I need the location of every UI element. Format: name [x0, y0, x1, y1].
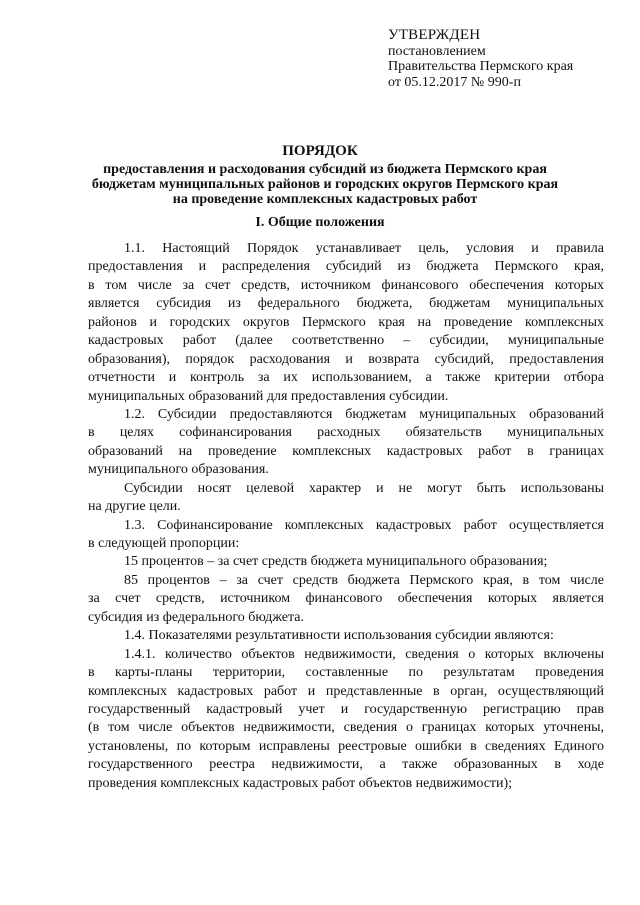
- body-line: муниципальных образований для предоставления субсидии.: [88, 388, 449, 404]
- body-line: в карты-планы территории, составленные по результатам проведения: [88, 665, 604, 681]
- body-line: государственного реестра недвижимости, а также образованных в ходе: [88, 757, 604, 773]
- approval-line: Правительства Пермского края: [388, 59, 574, 74]
- body-line: в целях софинансирования расходных обязательств муниципальных: [88, 425, 604, 441]
- document-subtitle: [60, 162, 590, 207]
- body-line: 1.4. Показателями результативности использования субсидии являются:: [124, 628, 554, 644]
- body-line: муниципального образования.: [88, 462, 269, 478]
- body-line: (в том числе объектов недвижимости, сведения о границах которых уточнены,: [88, 720, 604, 736]
- body-line: районов и городских округов Пермского края на проведение комплексных: [88, 314, 604, 330]
- body-line: в том числе за счет средств, источником финансового обеспечения которых: [88, 277, 604, 293]
- approval-line: постановлением: [388, 43, 486, 59]
- body-line: предоставления и распределения субсидий из бюджета Пермского края,: [88, 259, 604, 275]
- body-line: в следующей пропорции:: [88, 536, 240, 551]
- approval-title: УТВЕРЖДЕН: [388, 27, 481, 43]
- body-line: отчетности и контроль за их использованием, а также критерии отбора: [88, 370, 604, 386]
- approval-stamp-block: [388, 28, 573, 90]
- body-line: 85 процентов – за счет средств бюджета Пермского края, в том числе: [124, 572, 604, 588]
- subtitle-line: бюджетам муниципальных районов и городских округов Пермского края: [91, 177, 559, 192]
- body-line: на другие цели.: [88, 499, 181, 515]
- section-heading: I. Общие положения: [255, 215, 385, 230]
- body-line: за счет средств, источником финансового обеспечения которых является: [88, 591, 604, 607]
- subtitle-line: на проведение комплексных кадастровых работ: [172, 192, 478, 207]
- body-line: кадастровых работ (далее соответственно – субсидии, муниципальные: [88, 333, 604, 349]
- body-line: установлены, по которым исправлены реестровые ошибки в сведениях Единого: [88, 738, 604, 754]
- body-line: 1.3. Софинансирование комплексных кадастровых работ осуществляется: [124, 517, 604, 533]
- body-line: 1.4.1. количество объектов недвижимости, сведения о которых включены: [124, 646, 604, 662]
- body-line: 1.1. Настоящий Порядок устанавливает цель, условия и правила: [124, 241, 604, 256]
- document-title: ПОРЯДОК: [282, 143, 358, 159]
- body-line: 15 процентов – за счет средств бюджета муниципального образования;: [124, 554, 548, 570]
- subtitle-line: предоставления и расходования субсидий из бюджета Пермского края: [103, 162, 547, 177]
- approval-line: от 05.12.2017 № 990-п: [388, 74, 521, 90]
- body-text: [88, 240, 604, 793]
- body-line: проведения комплексных кадастровых работ объектов недвижимости);: [88, 775, 513, 791]
- body-line: Субсидии носят целевой характер и не могут быть использованы: [124, 480, 604, 496]
- body-line: является субсидия из федерального бюджета, бюджетам муниципальных: [88, 296, 604, 312]
- body-line: государственный кадастровый учет и государственную регистрацию прав: [88, 701, 604, 717]
- body-line: субсидия из федерального бюджета.: [88, 609, 304, 625]
- body-line: образования), порядок расходования и возврата субсидий, предоставления: [88, 351, 604, 367]
- body-line: комплексных кадастровых работ и представленные в орган, осуществляющий: [88, 683, 604, 699]
- body-line: 1.2. Субсидии предоставляются бюджетам муниципальных образований: [124, 406, 604, 422]
- body-line: образований на проведение комплексных кадастровых работ в границах: [88, 443, 604, 459]
